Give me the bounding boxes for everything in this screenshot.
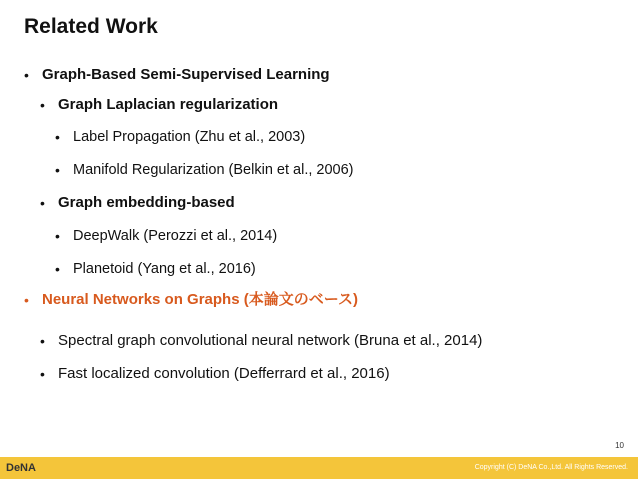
dena-logo: DeNA <box>6 462 36 474</box>
bullet-dot: • <box>55 228 60 244</box>
bullet-spectral-gcn <box>40 330 482 352</box>
bullet-neural-networks-on-graphs <box>24 289 358 311</box>
bullet-dot: • <box>40 195 45 211</box>
bullet-manifold-regularization <box>55 159 353 181</box>
bullet-text: Graph embedding-based <box>58 194 235 211</box>
slide-title: Related Work <box>24 15 158 38</box>
bullet-text: Label Propagation (Zhu et al., 2003) <box>73 129 306 145</box>
bullet-text: Manifold Regularization (Belkin et al., 2006) <box>73 162 354 178</box>
copyright-text: Copyright (C) DeNA Co.,Ltd. All Rights Reserved. <box>474 464 628 471</box>
bullet-fast-localized-convolution <box>40 363 390 385</box>
bullet-graph-laplacian <box>40 94 278 116</box>
page-number: 10 <box>615 441 624 450</box>
bullet-dot: • <box>55 162 60 178</box>
bullet-dot: • <box>24 67 29 83</box>
bullet-text: Planetoid (Yang et al., 2016) <box>73 261 256 277</box>
bullet-graph-embedding <box>40 192 235 214</box>
bullet-dot: • <box>40 366 45 382</box>
bullet-dot: • <box>24 292 29 308</box>
footer-bar <box>0 457 638 479</box>
bullet-graph-based-ssl <box>24 64 330 86</box>
bullet-deepwalk <box>55 225 277 247</box>
bullet-label-propagation <box>55 126 305 148</box>
bullet-text: DeepWalk (Perozzi et al., 2014) <box>73 228 278 244</box>
bullet-dot: • <box>40 333 45 349</box>
bullet-planetoid <box>55 258 256 280</box>
bullet-text: Fast localized convolution (Defferrard et al., 2016) <box>58 365 390 382</box>
bullet-dot: • <box>55 129 60 145</box>
bullet-dot: • <box>55 261 60 277</box>
bullet-text: Neural Networks on Graphs (本論文のベース) <box>42 291 358 308</box>
bullet-text: Graph-Based Semi-Supervised Learning <box>42 66 330 83</box>
bullet-dot: • <box>40 97 45 113</box>
bullet-text: Spectral graph convolutional neural network (Bruna et al., 2014) <box>58 332 483 349</box>
bullet-text: Graph Laplacian regularization <box>58 96 279 113</box>
